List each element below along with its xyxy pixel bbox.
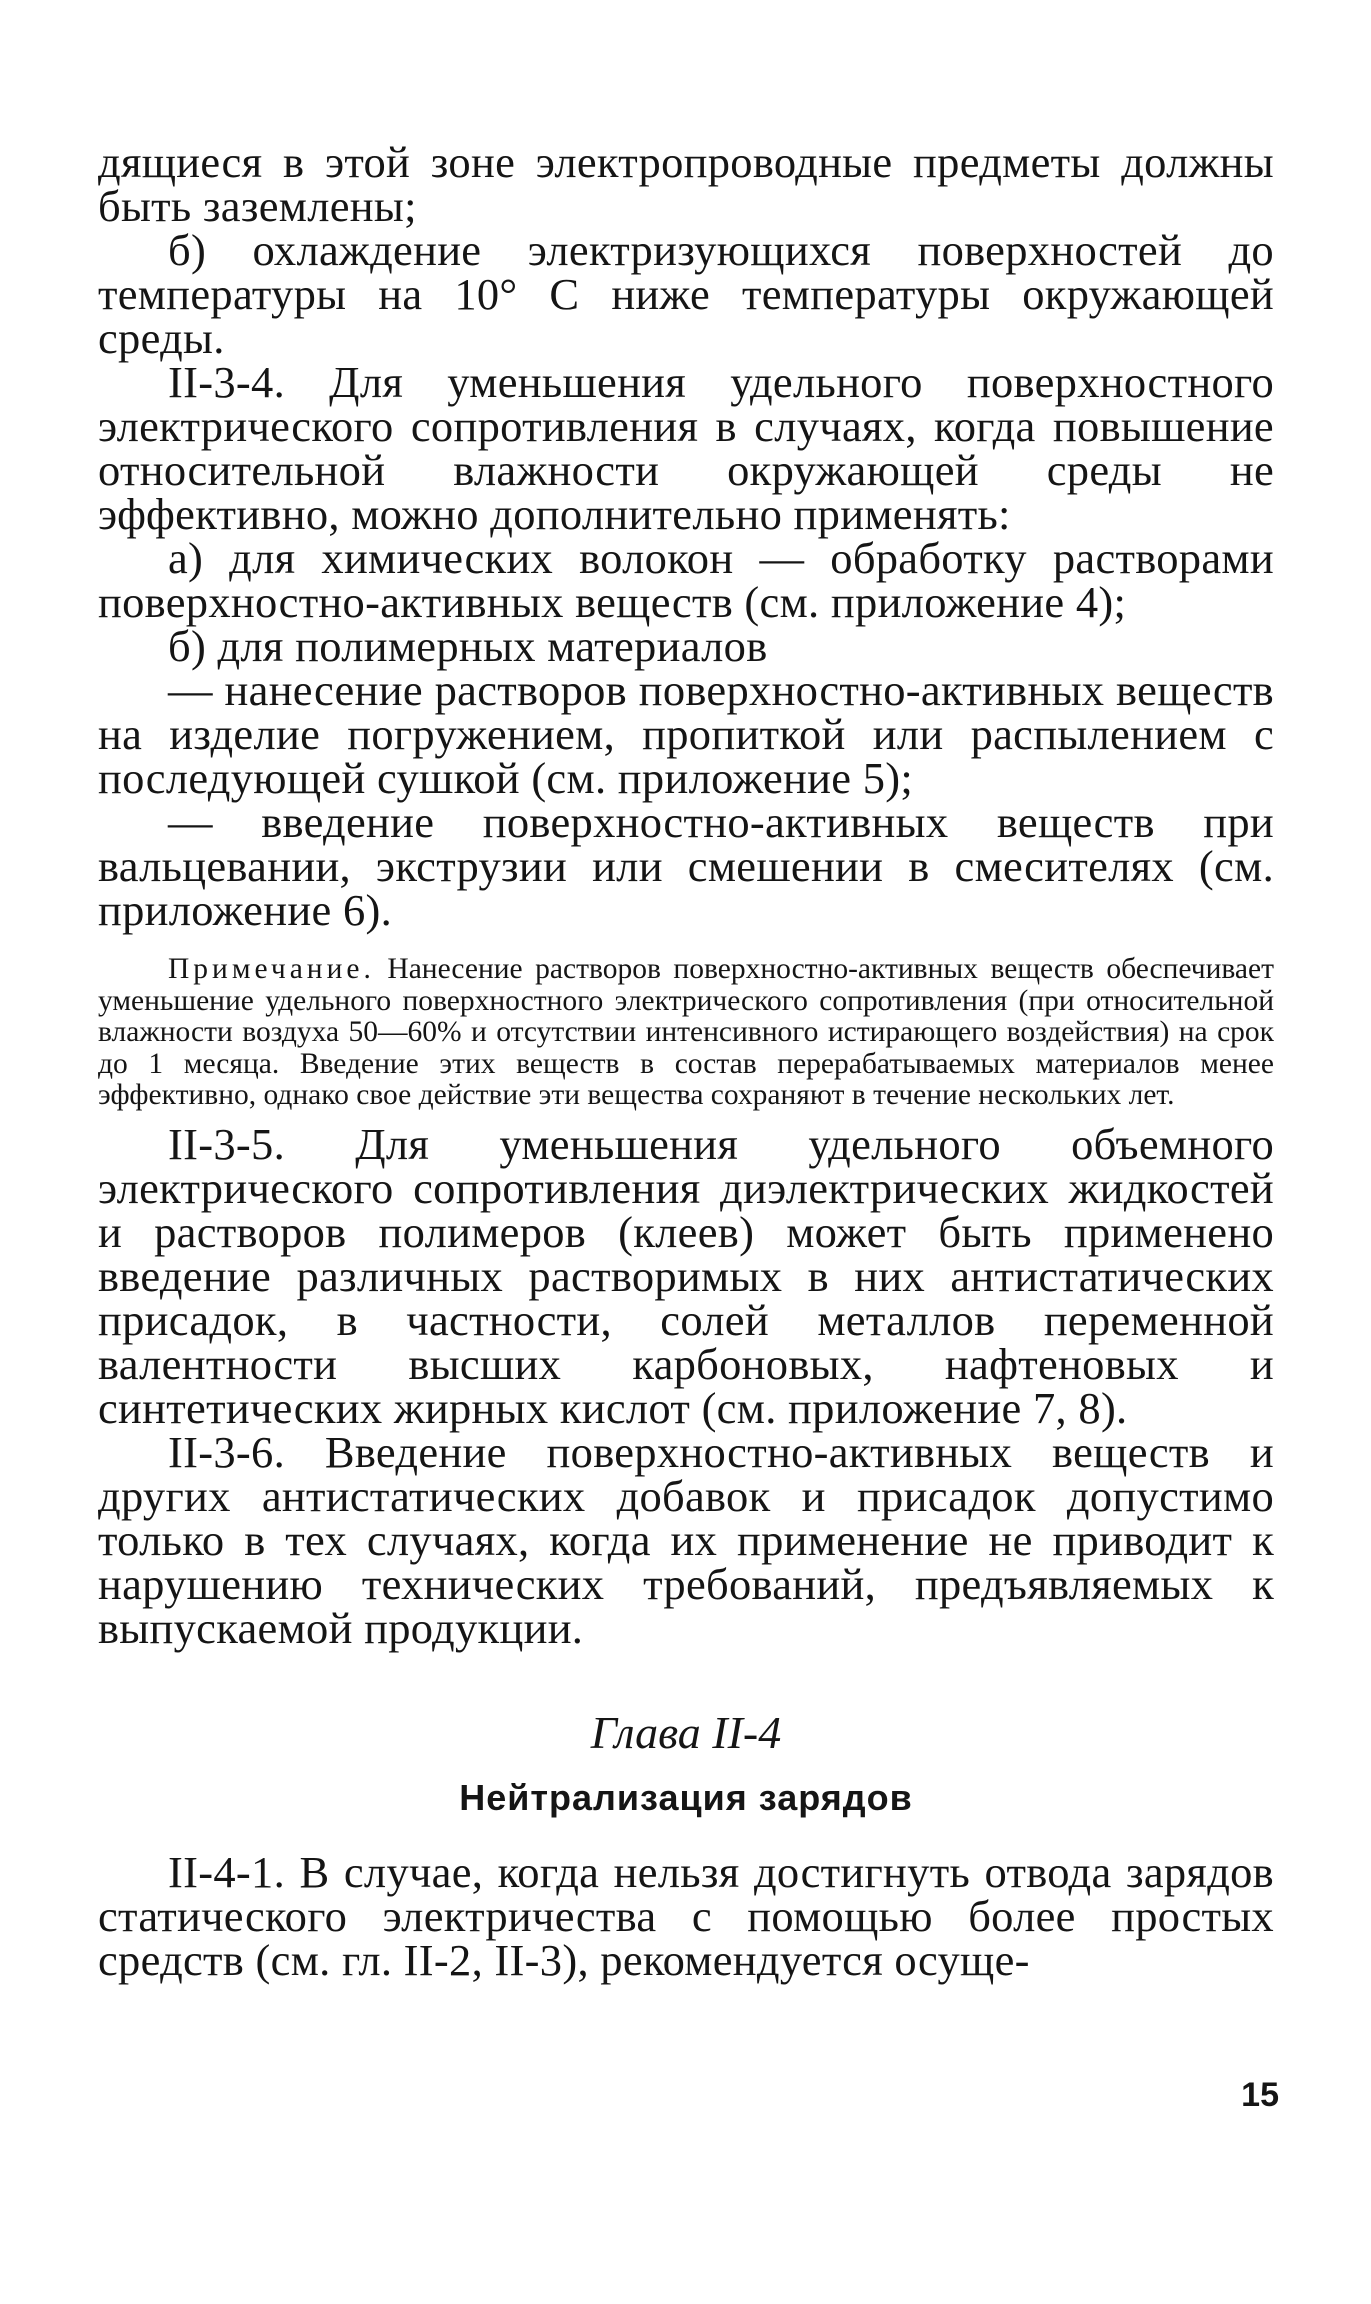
paragraph-item-b-polymers: б) для полимерных материалов <box>168 621 768 671</box>
section-heading: Нейтрализация зарядов <box>459 1776 913 1818</box>
paragraph-dash-introduction: — введение поверхностно-активных веществ при вальцевании, экструзии или смешении в смесителях (см. приложение 6). <box>98 797 1274 935</box>
page-body <box>98 137 1274 1985</box>
paragraph-item-a-fibers: а) для химических волокон — обработку растворами поверхностно-активных веществ (см. приложение 4); <box>98 533 1274 627</box>
paragraph-II-3-6: II-3-6. Введение поверхностно-активных веществ и других антистатических добавок и присадок допустимо только в тех случаях, когда их применение не приводит к нарушению технических требований, предъявляемых к выпускаемой продукции. <box>98 1426 1274 1653</box>
note-label: Примечание. <box>168 953 375 985</box>
note-block <box>98 954 1274 1112</box>
chapter-title: Глава II-4 <box>590 1706 782 1758</box>
paragraph-dash-coating: — нанесение растворов поверхностно-активных веществ на изделие погружением, пропиткой или распылением с последующей сушкой (см. приложение 5); <box>98 665 1274 803</box>
paragraph-item-b-cooling: б) охлаждение электризующихся поверхностей до температуры на 10° С ниже температуры окружающей среды. <box>98 225 1274 363</box>
paragraph-continuation: дящиеся в этой зоне электропроводные предметы должны быть заземлены; <box>98 137 1274 231</box>
paragraph-II-3-5: II-3-5. Для уменьшения удельного объемного электрического сопротивления диэлектрических жидкостей и растворов полимеров (клеев) может быть применено введение различных растворимых в них антистатических присадок, в частности, солей металлов переменной валентности высших карбоновых, нафтеновых и синтетических жирных кислот (см. приложение 7, 8). <box>98 1118 1274 1433</box>
page-number: 15 <box>1241 2076 1279 2114</box>
note-text: Нанесение растворов поверхностно-активных веществ обеспечивает уменьшение удельного поверхностного электрического сопротивления (при относительной влажности воздуха 50—60% и отсутствии интенсивного истирающего воздействия) на срок до 1 месяца. Введение этих веществ в состав перерабатываемых материалов менее эффективно, однако свое действие эти вещества сохраняют в течение нескольких лет. <box>98 953 1274 1111</box>
paragraph-II-3-4: II-3-4. Для уменьшения удельного поверхностного электрического сопротивления в случаях, когда повышение относительной влажности окружающей среды не эффективно, можно дополнительно применять: <box>98 357 1274 539</box>
paragraph-II-4-1: II-4-1. В случае, когда нельзя достигнуть отвода зарядов статического электричества с помощью более простых средств (см. гл. II-2, II-3), рекомендуется осуще- <box>98 1846 1274 1985</box>
